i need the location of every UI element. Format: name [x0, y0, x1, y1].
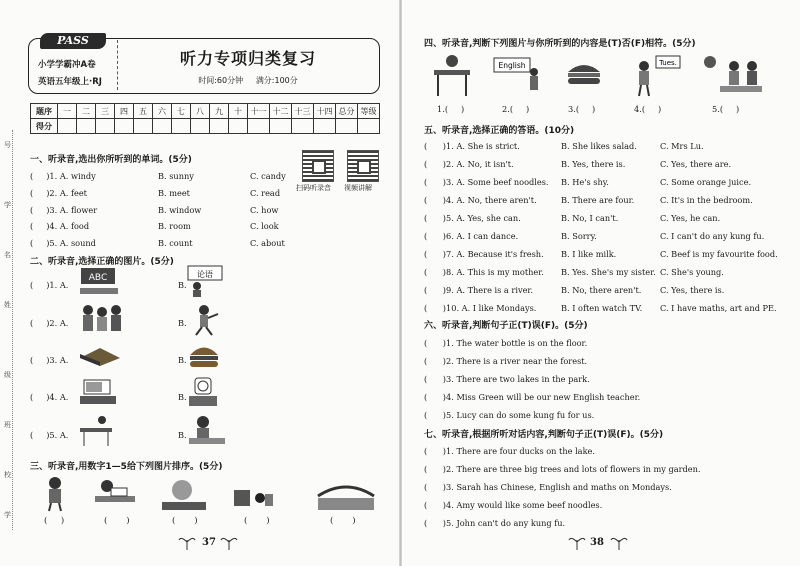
option-b: B. There are four. [561, 195, 635, 205]
kungfu-kid-picture [190, 304, 220, 336]
q-num: 3 [446, 482, 452, 492]
statement: John can't do any kung fu. [456, 518, 566, 528]
score-input-cell[interactable] [292, 119, 314, 134]
q-num: 2. [502, 104, 510, 114]
girl-picture [40, 476, 70, 512]
q-num: 2 [446, 464, 452, 474]
clock-cabinet-picture [187, 376, 219, 408]
sandwich-picture [78, 344, 122, 368]
option-b: B. Yes. She's my sister. [561, 267, 656, 277]
s1-question: ( )4. A. food [30, 221, 90, 231]
option-a: A. Some beef noodles. [456, 177, 549, 187]
statement: There is a river near the forest. [456, 356, 588, 366]
q-num: 5 [49, 430, 55, 440]
bridge-river-picture [316, 478, 376, 512]
option-b: B. No, there aren't. [561, 285, 642, 295]
s2-question: ( )3. A. [30, 355, 69, 365]
option-a: A. feet [59, 188, 87, 198]
option-a: A. This is my mother. [456, 267, 544, 277]
option-b: B. count [158, 238, 193, 248]
option-c: C. She's young. [660, 267, 724, 277]
score-cell: 题序 [31, 104, 58, 119]
margin-char: 级 [4, 371, 11, 379]
q-num: 3 [49, 205, 55, 215]
option-c: C. Yes, there is. [660, 285, 725, 295]
score-table [30, 103, 380, 134]
option-c: C. Beef is my favourite food. [660, 249, 778, 259]
q-num: 3 [446, 374, 452, 384]
score-input-cell[interactable] [58, 119, 77, 134]
s4-answer[interactable]: 3.( ) [568, 104, 596, 114]
option-b: B. No, I can't. [561, 213, 619, 223]
s5-question: ( )10. A. I like Mondays. [424, 303, 537, 313]
sun-kids-picture [700, 52, 764, 98]
reading-boy-picture [93, 478, 137, 512]
q-num: 2 [446, 159, 452, 169]
s7-question: ( )5. John can't do any kung fu. [424, 518, 566, 528]
q-num: 2 [49, 318, 55, 328]
score-cell: 等级 [358, 104, 380, 119]
s2-question: ( )2. A. [30, 318, 69, 328]
option-a: A. sound [59, 238, 96, 248]
s2-question: ( )1. A. [30, 280, 69, 290]
option-c: C. Yes, there are. [660, 159, 732, 169]
q-num: 1 [49, 171, 55, 181]
option-a: A. [59, 280, 69, 290]
option-a: A. There is a river. [456, 285, 534, 295]
option-a: A. Yes, she can. [456, 213, 521, 223]
qr-video-caption: 视频讲解 [344, 184, 372, 192]
score-cell: 八 [191, 104, 210, 119]
option-b: B. Yes, there is. [561, 159, 626, 169]
score-input-cell[interactable] [191, 119, 210, 134]
score-cell: 十二 [270, 104, 292, 119]
score-cell: 十四 [314, 104, 336, 119]
s7-question: ( )1. There are four ducks on the lake. [424, 446, 595, 456]
q-num: 5 [446, 213, 452, 223]
option-a: A. [59, 430, 69, 440]
option-b: B. She likes salad. [561, 141, 637, 151]
order-blank[interactable]: ( ) [104, 516, 130, 526]
footer-sprout-icon [220, 534, 238, 552]
q-num: 9 [446, 285, 452, 295]
option-a: A. [59, 318, 69, 328]
score-cell: 四 [115, 104, 134, 119]
s5-question: ( )3. A. Some beef noodles. [424, 177, 549, 187]
option-b: B. He's shy. [561, 177, 609, 187]
s2-question: ( )5. A. [30, 430, 69, 440]
statement: Amy would like some beef noodles. [456, 500, 603, 510]
score-cell: 十三 [292, 104, 314, 119]
margin-char: 姓 [4, 301, 11, 309]
option-a: A. [59, 355, 69, 365]
score-input-cell[interactable] [115, 119, 134, 134]
option-a: A. food [59, 221, 90, 231]
section-4-heading: 四、听录音,判断下列图片与你所听到的内容是(T)否(F)相符。(5分) [424, 39, 696, 49]
statement: There are two lakes in the park. [456, 374, 590, 384]
q-num: 4 [446, 392, 452, 402]
section-7-heading: 七、听录音,根据所听对话内容,判断句子正(T)误(F)。(5分) [424, 430, 664, 440]
s4-answer[interactable]: 4.( ) [634, 104, 662, 114]
q-num: 7 [446, 249, 452, 259]
option-a: A. windy [59, 171, 96, 181]
s6-question: ( )4. Miss Green will be our new English teacher. [424, 392, 641, 402]
option-b: B. [178, 430, 187, 440]
s7-question: ( )2. There are three big trees and lots of flowers in my garden. [424, 464, 701, 474]
s4-answer[interactable]: 1.( ) [437, 104, 465, 114]
option-a: A. No, there aren't. [456, 195, 537, 205]
option-a: A. I like Mondays. [461, 303, 537, 313]
score-cell: 总分 [336, 104, 358, 119]
q-num: 4 [49, 392, 55, 402]
option-c: C. look [250, 221, 279, 231]
s1-question: ( )1. A. windy [30, 171, 96, 181]
s6-question: ( )5. Lucy can do some kung fu for us. [424, 410, 595, 420]
q-num: 1 [446, 446, 452, 456]
margin-char: 名 [4, 251, 11, 259]
option-b: B. room [158, 221, 191, 231]
q-num: 1 [446, 338, 452, 348]
score-cell: 十 [229, 104, 248, 119]
q-num: 5. [712, 104, 720, 114]
q-num: 10 [446, 303, 457, 313]
board-text-b: 论语 [197, 270, 213, 279]
margin-char: 学 [4, 201, 11, 209]
footer-sprout-icon [568, 534, 586, 552]
option-b: B. Sorry. [561, 231, 597, 241]
s6-question: ( )2. There is a river near the forest. [424, 356, 588, 366]
q-num: 3 [446, 177, 452, 187]
order-blank[interactable]: ( ) [172, 516, 198, 526]
order-blank[interactable]: ( ) [44, 516, 65, 526]
s4-answer[interactable]: 5.( ) [712, 104, 740, 114]
s5-question: ( )8. A. This is my mother. [424, 267, 544, 277]
pingpong-picture [78, 414, 114, 448]
s7-question: ( )4. Amy would like some beef noodles. [424, 500, 603, 510]
score-input-cell[interactable] [153, 119, 172, 134]
option-c: C. I have maths, art and PE. [660, 303, 777, 313]
score-cell: 一 [58, 104, 77, 119]
s4-answer[interactable]: 2.( ) [502, 104, 530, 114]
option-b: B. sunny [158, 171, 194, 181]
s6-question: ( )1. The water bottle is on the floor. [424, 338, 588, 348]
score-input-cell[interactable] [96, 119, 115, 134]
option-a: A. No, it isn't. [456, 159, 514, 169]
option-c: C. I can't do any kung fu. [660, 231, 765, 241]
q-num: 4 [446, 195, 452, 205]
statement: There are three big trees and lots of flowers in my garden. [456, 464, 701, 474]
score-input-cell[interactable] [358, 119, 380, 134]
section-1-heading: 一、听录音,选出你所听到的单词。(5分) [30, 155, 192, 165]
option-c: C. about [250, 238, 285, 248]
statement: There are four ducks on the lake. [456, 446, 595, 456]
english-board-picture [492, 54, 540, 98]
score-cell: 十一 [248, 104, 270, 119]
score-input-cell[interactable] [134, 119, 153, 134]
score-cell: 七 [172, 104, 191, 119]
score-cell: 九 [210, 104, 229, 119]
s7-question: ( )3. Sarah has Chinese, English and maths on Mondays. [424, 482, 672, 492]
grade-label: 英语五年级上·RJ [38, 77, 102, 87]
cube-sphere-picture [232, 486, 274, 510]
q-num: 5 [446, 518, 452, 528]
s2-question: ( )4. A. [30, 392, 69, 402]
s5-question: ( )4. A. No, there aren't. [424, 195, 537, 205]
q-num: 2 [446, 356, 452, 366]
option-a: A. Because it's fresh. [456, 249, 544, 259]
score-input-cell[interactable] [270, 119, 292, 134]
board-text-a: ABC [88, 273, 108, 283]
q-num: 1. [437, 104, 445, 114]
option-a: A. She is strict. [456, 141, 520, 151]
margin-char: 学 [4, 511, 11, 519]
s5-question: ( )2. A. No, it isn't. [424, 159, 514, 169]
q-num: 6 [446, 231, 452, 241]
order-blank[interactable]: ( ) [244, 516, 270, 526]
score-input-cell[interactable] [336, 119, 358, 134]
hamburger-picture [187, 342, 221, 370]
teacher-board-picture [187, 264, 223, 298]
q-num: 3 [49, 355, 55, 365]
option-c: C. how [250, 205, 279, 215]
s6-question: ( )3. There are two lakes in the park. [424, 374, 590, 384]
margin-char: 号 [4, 141, 11, 149]
family-picture [78, 302, 124, 334]
qr-code-video[interactable] [347, 150, 379, 182]
q-num: 2 [49, 188, 55, 198]
s5-question: ( )6. A. I can dance. [424, 231, 519, 241]
option-c: C. Some orange juice. [660, 177, 752, 187]
footer-sprout-icon [610, 534, 628, 552]
s5-question: ( )1. A. She is strict. [424, 141, 520, 151]
qr-code-audio[interactable] [302, 150, 334, 182]
footer-sprout-icon [178, 534, 196, 552]
statement: Sarah has Chinese, English and maths on Mondays. [456, 482, 672, 492]
margin-char: 校 [4, 471, 11, 479]
s5-question: ( )7. A. Because it's fresh. [424, 249, 544, 259]
option-a: A. flower [59, 205, 98, 215]
page-number-right: 38 [590, 537, 604, 548]
drawing-kid-picture [187, 414, 227, 448]
score-input-cell[interactable] [172, 119, 191, 134]
q-num: 4. [634, 104, 642, 114]
q-num: 1 [446, 141, 452, 151]
q-num: 1 [49, 280, 55, 290]
s5-question: ( )9. A. There is a river. [424, 285, 534, 295]
option-c: C. candy [250, 171, 286, 181]
binding-line [12, 130, 14, 530]
q-num: 8 [446, 267, 452, 277]
board-english-text: English [498, 61, 526, 70]
score-row-label: 得分 [31, 119, 58, 134]
time-limit: 时间:60分钟 [198, 76, 244, 85]
q-num: 5 [446, 410, 452, 420]
option-c: C. read [250, 188, 281, 198]
page-number-left: 37 [202, 537, 216, 548]
score-cell: 二 [77, 104, 96, 119]
series-name: 小学学霸冲A卷 [38, 60, 96, 70]
statement: Lucy can do some kung fu for us. [456, 410, 595, 420]
score-input-cell[interactable] [229, 119, 248, 134]
q-num: 3. [568, 104, 576, 114]
classroom-board-picture [78, 266, 120, 296]
option-c: C. Mrs Lu. [660, 141, 704, 151]
score-input-cell[interactable] [248, 119, 270, 134]
score-input-cell[interactable] [77, 119, 96, 134]
order-blank[interactable]: ( ) [330, 516, 356, 526]
microwave-picture [78, 378, 118, 406]
score-input-cell[interactable] [210, 119, 229, 134]
page-title: 听力专项归类复习 [179, 49, 316, 68]
score-table-header-row [31, 104, 380, 119]
hamburger-picture [564, 58, 604, 88]
option-a: A. [59, 392, 69, 402]
section-3-heading: 三、听录音,用数字1—5给下列图片排序。(5分) [30, 462, 223, 472]
pass-logo: PASS [40, 33, 106, 49]
q-num: 4 [446, 500, 452, 510]
score-cell: 六 [153, 104, 172, 119]
option-b: B. [178, 392, 187, 402]
statement: The water bottle is on the floor. [456, 338, 588, 348]
option-a: A. I can dance. [456, 231, 519, 241]
score-table-score-row [31, 119, 380, 134]
option-b: B. [178, 318, 187, 328]
q-num: 5 [49, 238, 55, 248]
option-b: B. [178, 355, 187, 365]
section-5-heading: 五、听录音,选择正确的答语。(10分) [424, 126, 575, 136]
sign-tues-text: Tues. [659, 59, 677, 67]
q-num: 4 [49, 221, 55, 231]
option-c: C. It's in the bedroom. [660, 195, 753, 205]
score-cell: 三 [96, 104, 115, 119]
score-input-cell[interactable] [314, 119, 336, 134]
s1-question: ( )5. A. sound [30, 238, 96, 248]
qr-audio-caption: 扫码听录音 [296, 184, 331, 192]
option-b: B. I often watch TV. [561, 303, 643, 313]
option-c: C. Yes, he can. [660, 213, 721, 223]
option-b: B. I like milk. [561, 249, 617, 259]
score-cell: 五 [134, 104, 153, 119]
bear-on-desk-picture [430, 52, 474, 98]
margin-char: 班 [4, 421, 11, 429]
s1-question: ( )2. A. feet [30, 188, 87, 198]
exam-meta [118, 75, 378, 86]
option-b: B. meet [158, 188, 190, 198]
option-b: B. [178, 280, 187, 290]
section-6-heading: 六、听录音,判断句子正(T)误(F)。(5分) [424, 321, 588, 331]
tues-sign-girl-picture [628, 52, 684, 98]
park-ball-picture [160, 476, 208, 512]
s1-question: ( )3. A. flower [30, 205, 98, 215]
full-score: 满分:100分 [255, 76, 298, 85]
option-b: B. window [158, 205, 202, 215]
s5-question: ( )5. A. Yes, she can. [424, 213, 521, 223]
statement: Miss Green will be our new English teacher. [456, 392, 641, 402]
section-2-heading: 二、听录音,选择正确的图片。(5分) [30, 257, 174, 267]
